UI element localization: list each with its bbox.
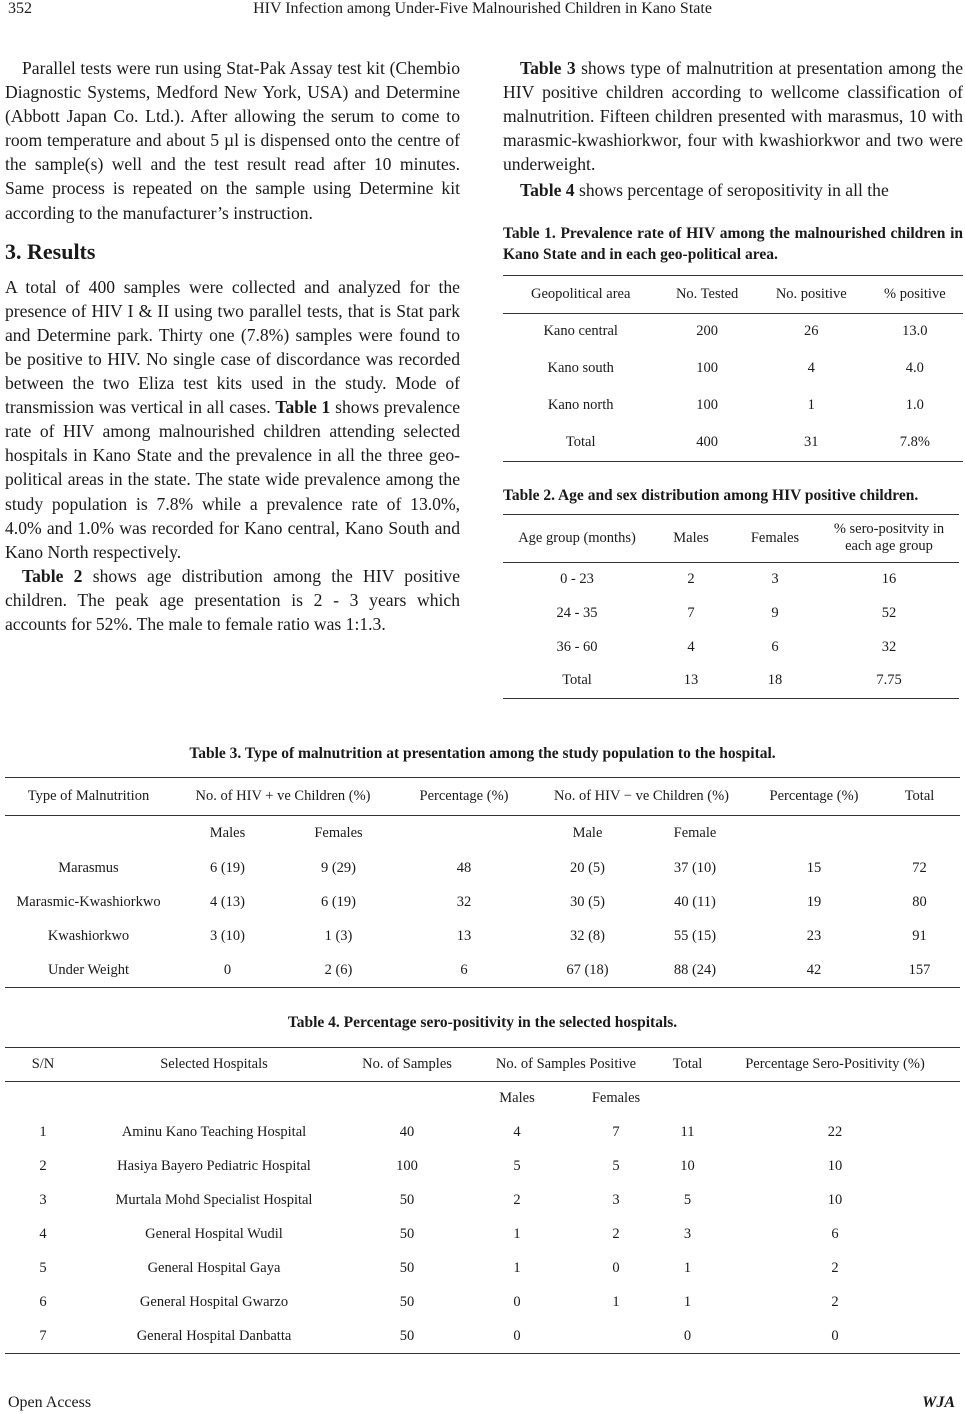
right-column [503,56,963,699]
table-4-header: Total [672,1056,703,1072]
page-footer [0,1394,965,1414]
section-title-results: 3. Results [5,238,96,264]
table-row: 24 - 35 7 9 52 [556,604,897,621]
table-4-subheader-row: Males Females [499,1090,641,1107]
table-row: Kano south 100 4 4.0 [547,360,924,377]
table-2-caption: Table 2. Age and sex distribution among HIV positive children. [503,486,919,504]
table-row: 2 Hasiya Bayero Pediatric Hospital 100 5 5 10 10 [39,1158,843,1174]
table-4-header: Percentage Sero-Positivity (%) [745,1056,925,1072]
table-3 [5,745,960,988]
table-row: 6 General Hospital Gwarzo 50 0 1 1 2 [39,1294,839,1310]
table-2-reference: Table 2 [22,565,83,586]
table-3-header: No. of HIV − ve Children (%) [553,788,730,804]
table-1-header: No. Tested [675,285,739,302]
table-row: 1 Aminu Kano Teaching Hospital 40 4 7 11 22 [39,1124,843,1140]
table-3-header: Type of Malnutrition [27,788,150,804]
table-3-caption: Table 3. Type of malnutrition at presentation among the study population to the hospital. [189,745,776,762]
table-1-caption: Table 1. Prevalence rate of HIV among the malnourished children in Kano State and in each geo-political area. [503,224,963,263]
results-paragraph-2: Table 2 shows age distribution among the HIV positive children. The peak age presentation is 2 - 3 years which accounts for 52%. The male to female ratio was 1:1.3. [5,565,460,634]
table-3-header: Total [904,788,935,804]
table-row: Kano central 200 26 13.0 [543,323,928,340]
table-4-caption: Table 4. Percentage sero-positivity in the selected hospitals. [287,1014,678,1031]
left-column [5,56,460,636]
table-2-header: Age group (months) [518,529,636,546]
table-3-grid [5,777,960,988]
methods-paragraph: Parallel tests were run using Stat-Pak Assay test kit (Chembio Diagnostic Systems, Medford New York, USA) and Determine (Abbott Japan Co. Ltd.). After allowing the serum to come to room temperature and about 5 µl is dispensed onto the centre of the sample(s) well and the test result read after 10 minutes. Same process is repeated on the sample using Determine kit according to the manufacturer’s instruction. [5,58,460,223]
table-3-header: Percentage (%) [769,788,859,804]
table-4 [5,1014,960,1354]
table-3-header: No. of HIV + ve Children (%) [195,788,371,804]
table-row: 3 Murtala Mohd Specialist Hospital 50 2 3 5 10 [39,1192,843,1208]
table-row: Total 400 31 7.8% [503,424,963,461]
table-3-header: Percentage (%) [419,788,509,804]
table-row: 4 General Hospital Wudil 50 1 2 3 6 [39,1226,839,1242]
table-row: Kano north 100 1 1.0 [547,397,924,414]
table-2-grid [503,514,959,699]
page-number: 352 [8,0,32,17]
table-row: 0 - 23 2 3 16 [560,570,897,587]
table-4-grid [5,1047,960,1354]
table-1-header: % positive [884,285,946,302]
table-row: Total 13 18 7.75 [503,664,959,698]
table-1-grid [503,275,963,462]
results-paragraph-4: Table 4 shows percentage of seropositivity in all the [520,180,889,201]
table-4-header: No. of Samples Positive [495,1056,637,1072]
table-row: 5 General Hospital Gaya 50 1 0 1 2 [39,1260,839,1276]
table-row: Marasmic-Kwashiorkwo 4 (13) 6 (19) 32 30 (5) 40 (11) 19 80 [16,894,927,910]
table-3-reference: Table 3 [520,58,576,78]
results-paragraph-3: Table 3 shows type of malnutrition at presentation among the HIV positive children according to wellcome classification of malnutrition. Fifteen children presented with marasmus, 10 with marasmic-kwashiorkwor, four with kwashiorkwor and two were underweight. [503,58,964,175]
table-4-reference: Table 4 [520,180,575,201]
table-4-header: Selected Hospitals [160,1056,268,1072]
table-1 [503,223,963,462]
table-1-header: No. positive [775,285,847,302]
table-2-header: Females [750,529,800,546]
table-1-header: Geopolitical area [530,285,631,302]
table-4-header: S/N [31,1056,55,1072]
table-3-subheader-row: Males Females Male Female [209,825,717,842]
table-1-reference: Table 1 [275,397,331,418]
table-row: Under Weight 0 2 (6) 6 67 (18) 88 (24) 42 157 [5,954,960,988]
table-2-header: % sero-positvity in each age group [833,521,945,555]
open-access-label: Open Access [8,1394,92,1411]
table-row: Kwashiorkwo 3 (10) 1 (3) 13 32 (8) 55 (15) 23 91 [47,928,927,944]
running-title: HIV Infection among Under-Five Malnourished Children in Kano State [253,0,712,17]
table-2 [503,485,963,699]
table-4-header: No. of Samples [362,1056,452,1072]
results-paragraph-1: A total of 400 samples were collected and analyzed for the presence of HIV I & II using two parallel tests, that is Stat park and Determine park. Thirty one (7.8%) samples were found to be positive to HIV. No single case of discordance was recorded between the two Eliza test kits used in the study. Mode of transmission was vertical in all cases. Table 1 shows prevalence rate of HIV among malnourished children attending selected hospitals in Kano State and the prevalence in all the three geo-political areas in the state. The state wide prevalence among the study population is 7.8% while a prevalence rate of 13.0%, 4.0% and 1.0% was recorded for Kano central, Kano South and Kano North respectively. [5,276,461,562]
table-2-header: Males [673,529,709,546]
page-header [0,0,965,24]
table-row: Marasmus 6 (19) 9 (29) 48 20 (5) 37 (10) 15 72 [58,860,927,876]
table-row: 36 - 60 4 6 32 [556,638,897,655]
journal-abbreviation: WJA [922,1394,955,1411]
table-row: 7 General Hospital Danbatta 50 0 0 0 [5,1320,960,1354]
